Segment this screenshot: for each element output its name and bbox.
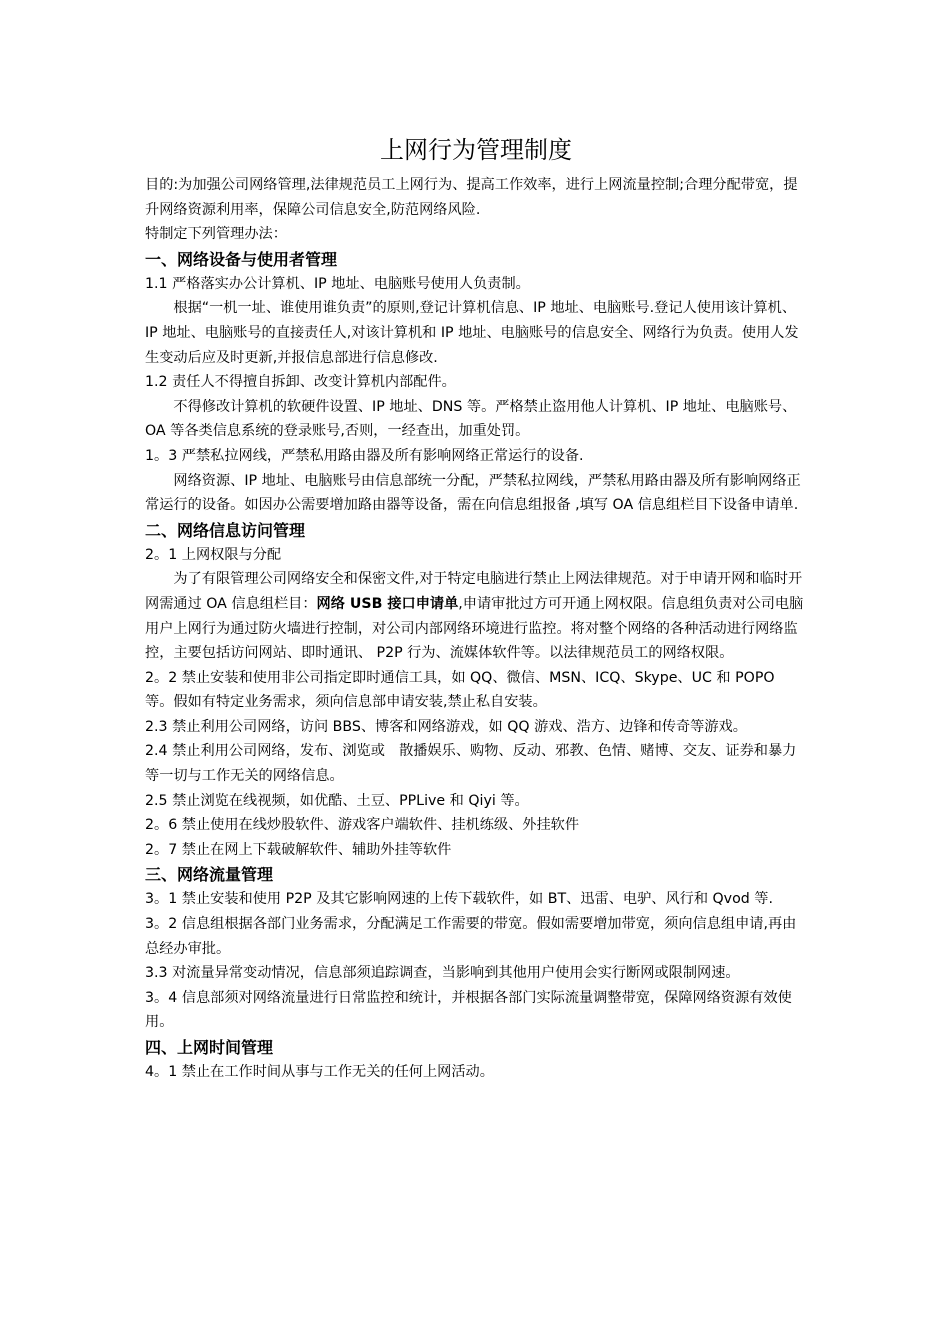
clause-1-2: 1.2 责任人不得擅自拆卸、改变计算机内部配件。 — [145, 374, 456, 391]
clause-2-3: 2.3 禁止利用公司网络，访问 BBS、博客和网络游戏，如 QQ 游戏、浩方、边锋和传奇等游戏。 — [145, 718, 747, 735]
clause-2-6: 2。6 禁止使用在线炒股软件、游戏客户端软件、挂机练级、外挂软件 — [145, 817, 580, 834]
clause-3-3: 3.3 对流量异常变动情况，信息部须追踪调查，当影响到其他用户使用会实行断网或限制网速。 — [145, 965, 740, 982]
section-heading-1: 一、网络设备与使用者管理 — [145, 249, 338, 269]
clause-1-2-body: 不得修改计算机的软硬件设置、IP 地址、DNS 等。严格禁止盗用他人计算机、IP 地址、电脑账号、OA 等各类信息系统的登录账号,否则，一经查出，加重处罚。 — [145, 398, 797, 440]
clause-1-1-body: 根据“一机一址、谁使用谁负责”的原则,登记计算机信息、IP 地址、电脑账号.登记人使用该计算机、IP 地址、电脑账号的直接责任人,对该计算机和 IP 地址、电脑账号的信息安全、网络行为负责。使用人发生变动后应及时更新,并报信息部进行信息修改. — [145, 300, 799, 366]
clause-3-1: 3。1 禁止安装和使用 P2P 及其它影响网速的上传下载软件，如 BT、迅雷、电驴、风行和 Qvod 等. — [145, 891, 773, 908]
page-title: 上网行为管理制度 — [380, 136, 572, 164]
clause-4-1: 4。1 禁止在工作时间从事与工作无关的任何上网活动。 — [145, 1064, 494, 1080]
section-heading-3: 三、网络流量管理 — [145, 865, 274, 885]
clause-2-1-body-start: 为了有限管理公司网络安全和保密文件,对于特定电脑进行禁止上网法律规范。对于申请开网和临时开网需通过 OA 信息组栏目： — [145, 571, 803, 612]
clause-3-2: 3。2 信息组根据各部门业务需求，分配满足工作需要的带宽。假如需要增加带宽，须向信息组申请,再由总经办审批。 — [145, 916, 797, 957]
clause-3-4: 3。4 信息部须对网络流量进行日常监控和统计，并根据各部门实际流量调整带宽，保障网络资源有效使用。 — [145, 989, 792, 1031]
intro-lead: 特制定下列管理办法： — [145, 226, 287, 243]
clause-2-5: 2.5 禁止浏览在线视频，如优酷、土豆、PPLive 和 Qiyi 等。 — [145, 792, 529, 809]
intro-paragraph: 目的:为加强公司网络管理,法律规范员工上网行为、提高工作效率，进行上网流量控制;合理分配带宽，提升网络资源利用率，保障公司信息安全,防范网络风险. — [145, 177, 798, 218]
clause-2-2: 2。2 禁止安装和使用非公司指定即时通信工具，如 QQ、微信、MSN、ICQ、Skype、UC 和 POPO 等。假如有特定业务需求，须向信息部申请安装,禁止私自安装。 — [145, 669, 775, 711]
clause-1-1: 1.1 严格落实办公计算机、IP 地址、电脑账号使用人负责制。 — [145, 275, 530, 292]
clause-2-7: 2。7 禁止在网上下载破解软件、辅助外挂等软件 — [145, 841, 452, 858]
clause-2-1: 2。1 上网权限与分配 — [145, 546, 282, 563]
section-heading-2: 二、网络信息访问管理 — [145, 520, 306, 540]
clause-2-1-body — [145, 567, 807, 665]
document-body — [145, 131, 807, 1085]
section-heading-4: 四、上网时间管理 — [145, 1038, 274, 1057]
clause-2-4: 2.4 禁止利用公司网络，发布、浏览或 散播娱乐、购物、反动、邪教、色情、赌博、交友、证券和暴力等一切与工作无关的网络信息。 — [145, 743, 797, 785]
clause-2-1-body-end: ,申请审批过方可开通上网权限。信息组负责对公司电脑用户上网行为通过防火墙进行控制，对公司内部网络环境进行监控。将对整个网络的各种活动进行网络监控，主要包括访问网站、即时通讯、 P2P 行为、流媒体软件等。以法律规范员工的网络权限。 — [145, 595, 804, 662]
usb-application-form-name: 网络 USB 接口申请单 — [316, 595, 459, 612]
clause-1-3: 1。3 严禁私拉网线，严禁私用路由器及所有影响网络正常运行的设备. — [145, 447, 584, 464]
clause-1-3-body: 网络资源、IP 地址、电脑账号由信息部统一分配，严禁私拉网线，严禁私用路由器及所有影响网络正常运行的设备。如因办公需要增加路由器等设备，需在向信息组报备 ,填写 OA 信息组栏目下设备申请单. — [145, 472, 801, 514]
